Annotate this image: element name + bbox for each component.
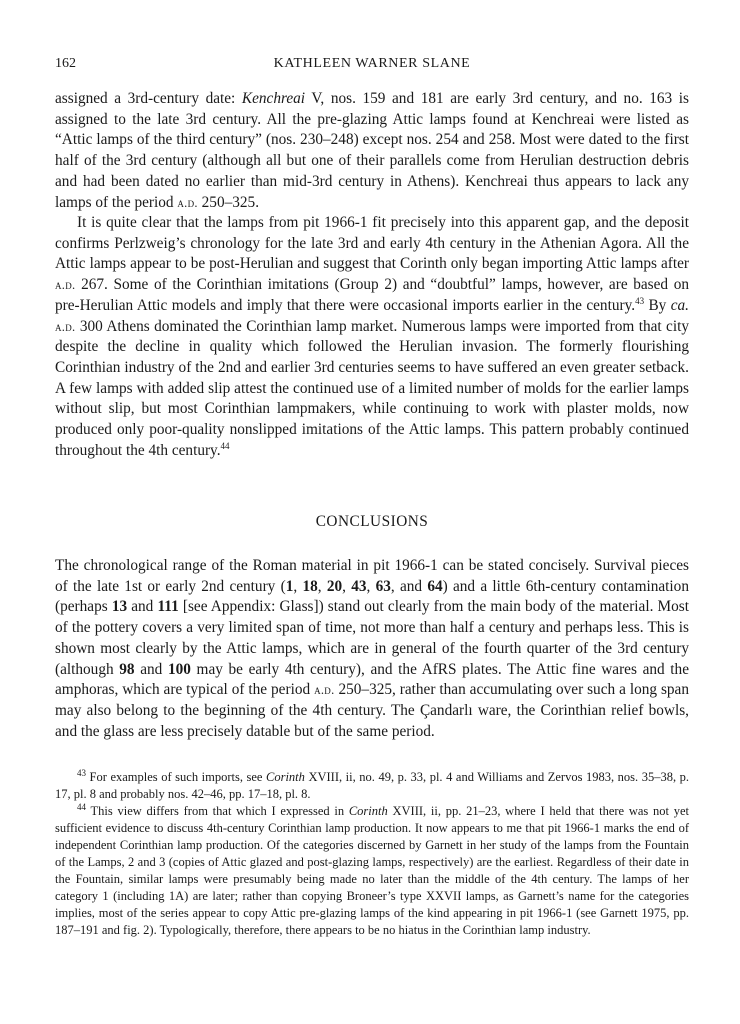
footnote-ref-43[interactable]: 43 (635, 295, 645, 306)
paragraph-lamps-gap: It is quite clear that the lamps from pit 1966-1 fit precisely into this apparent gap, and the deposit confirms Perlzweig’s chronology for the late 3rd and early 4th century in the Athenian Agora. All the Attic lamps appear to be post-Herulian and suggest that Corinth only began importing Attic lamps after a.d. 267. Some of the Corinthian imitations (Group 2) and “doubtful” lamps, however, are based on pre-Herulian Attic models and imply that there were occasional imports earlier in the century.$^{43}$ By ca. a.d. 300 Athens dominated the Corinthian lamp market. Numerous lamps were imported from that city despite the decline in quality which followed the Herulian invasion. The formerly flourishing Corinthian industry of the 2nd and earlier 3rd centuries seems to have suffered an even greater setback. A few lamps with added slip attest the continued use of a limited number of molds for the earlier lamps without slip, but most Corinthian lampmakers, while continuing to work with plaster molds, now produced only poor-quality nonslipped imitations of the Attic lamps. This pattern probably continued throughout the 4th century.$^{44}$ (55, 214, 689, 459)
running-head (55, 56, 689, 76)
footnote-43: $^{43}$ For examples of such imports, see Corinth XVIII, ii, no. 49, p. 33, pl. 4 and Williams and Zervos 1983, nos. 35–38, p. 17, pl. 8 and probably nos. 42–46, pp. 17–18, pl. 8. (55, 767, 689, 801)
footnote-ref-44[interactable]: 44 (220, 440, 230, 451)
paragraph-conclusions: The chronological range of the Roman material in pit 1966-1 can be stated concisely. Survival pieces of the late 1st or early 2nd century (1, 18, 20, 43, 63, and 64) and a little 6th-century contamination (perhaps 13 and 111 [see Appendix: Glass]) stand out clearly from the main body of the material. Most of the pottery covers a very limited span of time, not more than half a century and perhaps less. This is shown most clearly by the Attic lamps, which are in general of the fourth quarter of the 3rd century (although 98 and 100 may be early 4th century), and the AfRS plates. The Attic fine wares and the amphoras, which are typical of the period a.d. 250–325, rather than accumulating over such a long span may also belong to the beginning of the 4th century. The Çandarlı ware, the Corinthian relief bowls, and the glass are less precisely datable but of the same period. (55, 557, 689, 740)
footnotes (55, 769, 689, 939)
running-head-author: KATHLEEN WARNER SLANE (273, 56, 471, 71)
paragraph-continued: assigned a 3rd-century date: Kenchreai V, nos. 159 and 181 are early 3rd century, and no. 163 is assigned to the late 3rd century. All the pre-glazing Attic lamps found at Kenchreai were listed as “Attic lamps of the third century” (nos. 230–248) except nos. 254 and 258. Most were dated to the first half of the 3rd century (although all but one of their parallels come from Herulian destruction debris and had been dated no earlier than mid-3rd century in Athens). Kenchreai thus appears to lack any lamps of the period a.d. 250–325. (55, 90, 689, 211)
section-heading-conclusions: CONCLUSIONS (315, 513, 429, 530)
footnote-44: $^{44}$ This view differs from that which I expressed in Corinth XVIII, ii, pp. 21–23, where I held that there was not yet sufficient evidence to discuss 4th-century Corinthian lamp production. It now appears to me that pit 1966-1 marks the end of independent Corinthian lamp production. Of the categories discerned by Garnett in her study of the lamps from the Fountain of the Lamps, 2 and 3 (copies of Attic glazed and post-glazing lamps, respectively) are the earliest. Regardless of their date in the Fountain, similar lamps were presumably being made no later than the middle of the 4th century. The lamps of her category 1 (including 1A) are later; rather than copying Broneer’s type XXVII lamps, as Garnett’s name for the categories implies, most of the series appear to copy Attic pre-glazing lamps of the kind appearing in pit 1966-1 (see Garnett 1975, pp. 187–191 and fig. 2). Typologically, therefore, there appears to be no hiatus in the Corinthian lamp industry. (55, 801, 689, 937)
page-number: 162 (55, 56, 76, 71)
